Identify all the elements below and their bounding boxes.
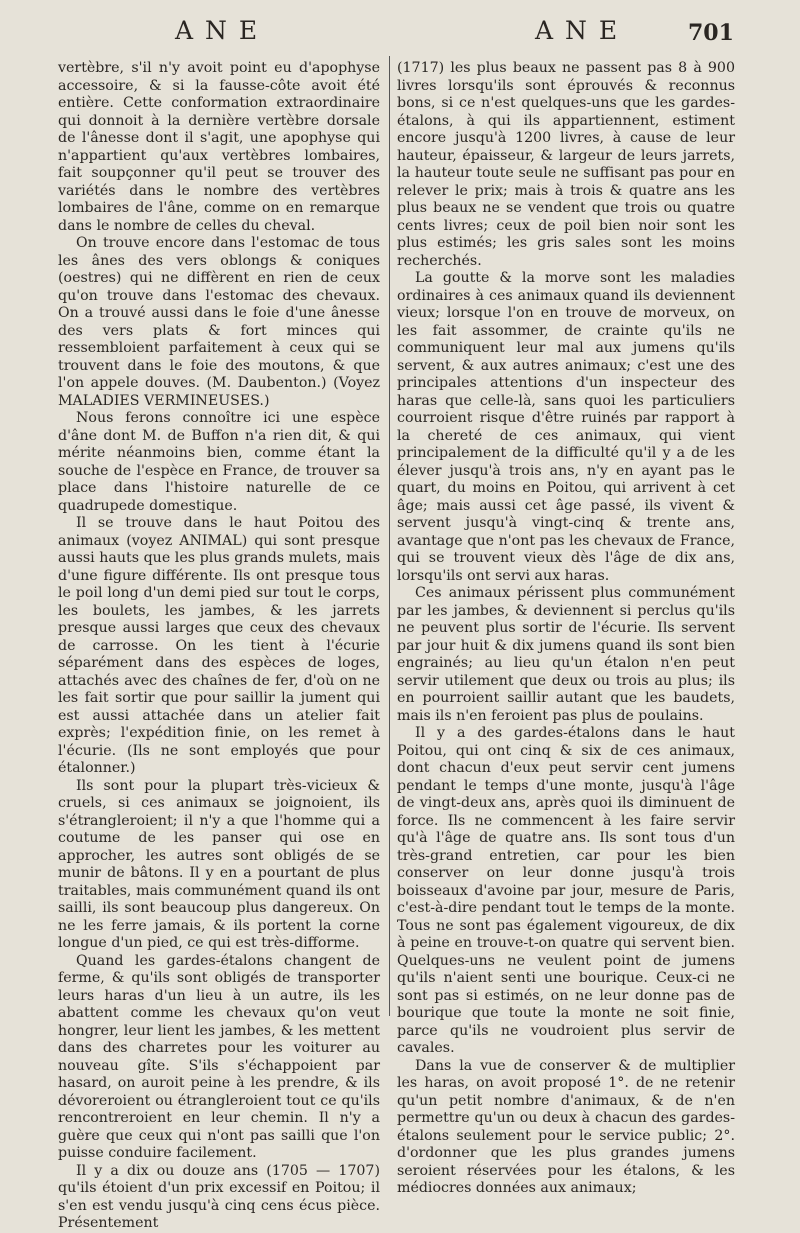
- paragraph: Il y a des gardes-étalons dans le haut Poitou, qui ont cinq & six de ces animaux, dont chacun d'eux peut servir cent jumens pendant le temps d'une monte, jusqu'à l'âge de vingt-deux ans, après quoi ils diminuent de force. Ils ne commencent à les faire servir qu'à l'âge de quatre ans. Ils sont tous d'un très-grand entretien, car pour les bien conserver on leur donne jusqu'à trois boisseaux d'avoine par jour, mesure de Paris, c'est-à-dire pendant tout le temps de la monte. Tous ne sont pas également vigoureux, de dix à peine en trouve-t-on quatre qui servent bien. Quelques-uns ne veulent point de jumens qu'ils n'aient senti une bourique. Ceux-ci ne sont pas si estimés, on ne leur donne pas de bourique que toute la monte ne soit finie, parce qu'ils ne voudroient plus servir de cavales.: [397, 725, 735, 1056]
- column-divider: [389, 56, 390, 1016]
- right-column: [397, 60, 735, 1198]
- paragraph: (1717) les plus beaux ne passent pas 8 à 900 livres lorsqu'ils sont éprouvés & reconnus bons, si ce n'est quelques-uns que les gardes-étalons, à qui ils appartiennent, estiment encore jusqu'à 1200 livres, à cause de leur hauteur, épaisseur, & largeur de leurs jarrets, la hauteur toute seule ne suffisant pas pour en relever le prix; mais à trois & quatre ans les plus beaux ne se vendent que trois ou quatre cents livres; ceux de poil bien noir sont les plus estimés; les gris sales sont les moins recherchés.: [397, 60, 735, 269]
- left-column: [58, 60, 380, 1233]
- running-head-left: ANE: [175, 16, 270, 45]
- paragraph: Ces animaux périssent plus communément par les jambes, & deviennent si perclus qu'ils ne peuvent plus sortir de l'écurie. Ils servent par jour huit & dix jumens quand ils sont bien engrainés; au lieu qu'un étalon n'en peut servir utilement que deux ou trois au plus; ils en pourroient saillir autant que les baudets, mais ils n'en feroient pas plus de poulains.: [397, 585, 735, 724]
- paragraph: Il se trouve dans le haut Poitou des animaux (voyez ANIMAL) qui sont presque aussi hauts que les plus grands mulets, mais d'une figure différente. Ils ont presque tous le poil long d'un demi pied sur tout le corps, les boulets, les jambes, & les jarrets presque aussi larges que ceux des chevaux de carrosse. On les tient à l'écurie séparément dans des espèces de loges, attachés avec des chaînes de fer, d'où on ne les fait sortir que pour saillir la jument qui est aussi attachée dans un atelier fait exprès; l'expédition finie, on les remet à l'écurie. (Ils ne sont employés que pour étalonner.): [58, 515, 380, 776]
- paragraph: Ils sont pour la plupart très-vicieux & cruels, si ces animaux se joignoient, ils s'étrangleroient; il n'y a que l'homme qui a coutume de les panser qui ose en approcher, les autres sont obligés de se munir de bâtons. Il y en a pourtant de plus traitables, mais communément quand ils ont sailli, ils sont beaucoup plus dangereux. On ne les ferre jamais, & ils portent la corne longue d'un pied, ce qui est très-difforme.: [58, 777, 380, 951]
- paragraph: Nous ferons connoître ici une espèce d'âne dont M. de Buffon n'a rien dit, & qui mérite néanmoins bien, comme étant la souche de l'espèce en France, de trouver sa place dans l'histoire naturelle de ce quadrupede domestique.: [58, 410, 380, 514]
- paragraph: Quand les gardes-étalons changent de ferme, & qu'ils sont obligés de transporter leurs haras d'un lieu à un autre, ils les abattent comme les chevaux qu'on veut hongrer, leur lient les jambes, & les mettent dans des charretes pour les voiturer au nouveau gîte. S'ils s'échappoient par hasard, on auroit peine à les prendre, & ils dévoreroient ou étrangleroient tout ce qu'ils rencontreroient en leur chemin. Il n'y a guère que ceux qui n'ont pas sailli que l'on puisse conduire facilement.: [58, 952, 380, 1161]
- page-number: 701: [688, 20, 734, 46]
- paragraph: On trouve encore dans l'estomac de tous les ânes des vers oblongs & coniques (oestres) qui ne diffèrent en rien de ceux qu'on trouve dans l'estomac des chevaux. On a trouvé aussi dans le foie d'une ânesse des vers plats & fort minces qui ressembloient parfaitement à ceux qui se trouvent dans le foie des moutons, & que l'on appele douves. (M. Daubenton.) (Voyez MALADIES VERMINEUSES.): [58, 235, 380, 409]
- paragraph: vertèbre, s'il n'y avoit point eu d'apophyse accessoire, & si la fausse-côte avoit été entière. Cette conformation extraordinaire qui donnoit à la dernière vertèbre dorsale de l'ânesse dont il s'agit, une apophyse qui n'appartient qu'aux vertèbres lombaires, fait soupçonner qu'il peut se trouver des variétés dans le nombre des vertèbres lombaires de l'âne, comme on en remarque dans le nombre de celles du cheval.: [58, 60, 380, 234]
- paragraph: La goutte & la morve sont les maladies ordinaires à ces animaux quand ils deviennent vieux; lorsque l'on en trouve de morveux, on les fait assommer, de crainte qu'ils ne communiquent leur mal aux jumens qu'ils servent, & aux autres animaux; c'est une des principales attentions d'un inspecteur des haras que celle-là, sans quoi les particuliers courroient risque d'être ruinés par rapport à la chereté de ces animaux, qui vient principalement de la difficulté qu'il y a de les élever jusqu'à trois ans, n'y en ayant pas le quart, du moins en Poitou, qui arrivent à cet âge; mais aussi cet âge passé, ils vivent & servent jusqu'à vingt-cinq & trente ans, avantage que n'ont pas les chevaux de France, qui se trouvent vieux dès l'âge de dix ans, lorsqu'ils ont servi aux haras.: [397, 270, 735, 584]
- paragraph: Il y a dix ou douze ans (1705 — 1707) qu'ils étoient d'un prix excessif en Poitou; il s'en est vendu jusqu'à cinq cens écus pièce. Présentement: [58, 1162, 380, 1231]
- paragraph: Dans la vue de conserver & de multiplier les haras, on avoit proposé 1°. de ne retenir qu'un petit nombre d'animaux, & de n'en permettre qu'un ou deux à chacun des gardes-étalons seulement pour le service public; 2°. d'ordonner que les plus grandes jumens seroient réservées pour les étalons, & les médiocres données aux animaux;: [397, 1057, 735, 1196]
- running-head-right: ANE: [535, 16, 630, 45]
